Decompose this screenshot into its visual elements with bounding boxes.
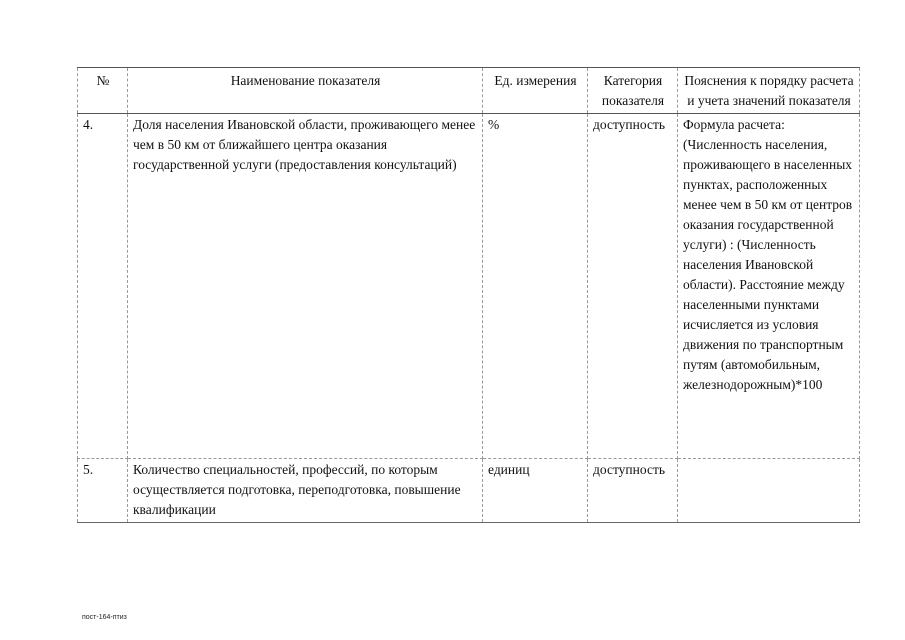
indicator-name: Доля населения Ивановской области, проживающего менее чем в 50 км от ближайшего центра оказания государственной услуги (предоставления консультаций) <box>128 114 483 459</box>
row-number: 4. <box>78 114 128 459</box>
header-explanation: Пояснения к порядку расчета и учета значений показателя <box>678 68 860 114</box>
header-unit: Ед. измерения <box>483 68 588 114</box>
explanation-cell <box>678 459 860 523</box>
category-cell: доступность <box>588 114 678 459</box>
category-cell: доступность <box>588 459 678 523</box>
document-footnote: пост-164-птиз <box>82 614 127 621</box>
table-row <box>78 114 860 459</box>
table-row <box>78 459 860 523</box>
table-header <box>78 68 860 114</box>
row-number: 5. <box>78 459 128 523</box>
explanation-cell: Формула расчета: (Численность населения, проживающего в населенных пунктах, расположенных менее чем в 50 км от центров оказания государственной услуги) : (Численность населения Ивановской области). Расстояние между населенными пунктами исчисляется из условия движения по транспортным путям (автомобильным, железнодорожным)*100 <box>678 114 860 459</box>
header-category: Категория показателя <box>588 68 678 114</box>
header-row <box>78 68 860 114</box>
unit-cell: единиц <box>483 459 588 523</box>
unit-cell: % <box>483 114 588 459</box>
header-indicator-name: Наименование показателя <box>128 68 483 114</box>
header-number: № <box>78 68 128 114</box>
indicator-name: Количество специальностей, профессий, по которым осуществляется подготовка, переподготовка, повышение квалификации <box>128 459 483 523</box>
indicators-table <box>77 67 860 523</box>
